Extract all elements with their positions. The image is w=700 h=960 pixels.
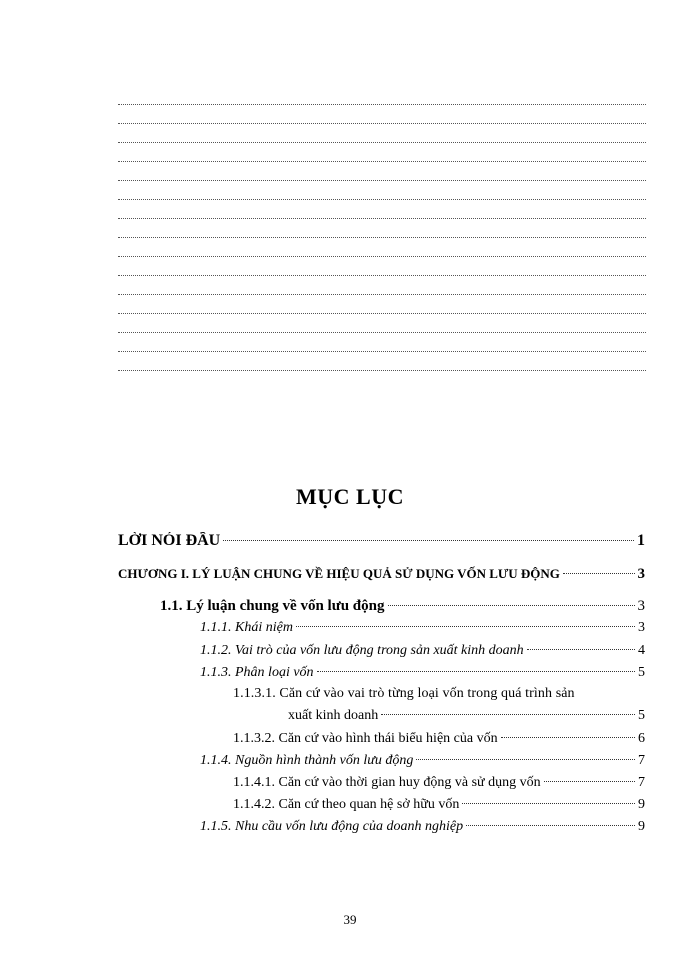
toc-entry-chapter-1[interactable] [118, 566, 645, 583]
dotted-line [118, 237, 646, 238]
dotted-line [118, 218, 646, 219]
dotted-line [118, 199, 646, 200]
toc-entry-label: 1.1.4.1. Căn cứ vào thời gian huy động và sử dụng vốn [233, 775, 541, 790]
dotted-line [118, 123, 646, 124]
toc-leader-dots [388, 605, 635, 606]
dotted-line [118, 180, 646, 181]
dotted-line [118, 332, 646, 333]
toc-entry-1-1-1[interactable] [200, 620, 645, 636]
toc-leader-dots [563, 573, 635, 574]
toc-entry-label: 1.1.2. Vai trò của vốn lưu động trong sản xuất kinh doanh [200, 643, 524, 658]
toc-entry-1-1-3[interactable] [200, 665, 645, 681]
dotted-line [118, 275, 646, 276]
toc-entry-foreword[interactable] [118, 532, 645, 550]
toc-entry-1-1-5[interactable] [200, 819, 645, 835]
toc-entry-label: CHƯƠNG I. LÝ LUẬN CHUNG VỀ HIỆU QUẢ SỬ DỤNG VỐN LƯU ĐỘNG [118, 566, 560, 581]
toc-leader-dots [381, 714, 635, 715]
toc-title: MỤC LỤC [296, 484, 404, 509]
dotted-line [118, 161, 646, 162]
toc-entry-1-1-3-2[interactable] [233, 731, 645, 747]
dotted-line [118, 142, 646, 143]
dotted-line [118, 313, 646, 314]
toc-entry-page: 7 [638, 775, 645, 790]
toc-entry-label: 1.1.4. Nguồn hình thành vốn lưu động [200, 753, 414, 768]
toc-entry-label: 1.1.1. Khái niệm [200, 620, 293, 635]
toc-leader-dots [416, 759, 635, 760]
toc-entry-page: 5 [638, 708, 645, 723]
toc-entry-label: 1.1.5. Nhu cầu vốn lưu động của doanh nghiệp [200, 819, 464, 834]
toc-entry-page: 7 [638, 753, 645, 768]
toc-entry-page: 9 [638, 819, 645, 834]
toc-leader-dots [317, 671, 635, 672]
toc-entry-1-1-2[interactable] [200, 643, 645, 659]
toc-entry-label: LỜI NÓI ĐẦU [118, 532, 221, 549]
toc-entry-page: 3 [637, 566, 645, 582]
toc-leader-dots [462, 803, 635, 804]
toc-entry-page: 6 [638, 731, 645, 746]
toc-leader-dots [527, 649, 635, 650]
toc-leader-dots [501, 737, 635, 738]
toc-entry-1-1[interactable] [160, 598, 645, 615]
toc-entry-label: 1.1.3.2. Căn cứ vào hình thái biểu hiện của vốn [233, 731, 498, 746]
toc-entry-label: 1.1.4.2. Căn cứ theo quan hệ sở hữu vốn [233, 797, 460, 812]
dotted-line [118, 370, 646, 371]
toc-leader-dots [544, 781, 635, 782]
toc-entry-1-1-4-2[interactable] [233, 797, 645, 813]
toc-entry-1-1-4-1[interactable] [233, 775, 645, 791]
page-number: 39 [343, 912, 357, 927]
toc-entry-1-1-3-1[interactable] [288, 708, 645, 724]
toc-leader-dots [223, 540, 634, 541]
dotted-line [118, 294, 646, 295]
dotted-line [118, 104, 646, 105]
toc-entry-1-1-3-1-line1[interactable]: 1.1.3.1. Căn cứ vào vai trò từng loại vốn trong quá trình sản [233, 686, 575, 701]
toc-leader-dots [466, 825, 635, 826]
toc-entry-page: 4 [638, 643, 645, 658]
toc-entry-label: 1.1. Lý luận chung về vốn lưu động [160, 598, 385, 614]
toc-entry-page: 1 [637, 532, 645, 549]
toc-entry-page: 3 [637, 598, 645, 614]
toc-leader-dots [296, 626, 635, 627]
toc-entry-page: 9 [638, 797, 645, 812]
dotted-line [118, 256, 646, 257]
toc-entry-page: 3 [638, 620, 645, 635]
toc-entry-1-1-4[interactable] [200, 753, 645, 769]
toc-entry-label: 1.1.3. Phân loại vốn [200, 665, 314, 680]
toc-entry-page: 5 [638, 665, 645, 680]
toc-entry-label: xuất kinh doanh [288, 708, 379, 723]
dotted-line [118, 351, 646, 352]
